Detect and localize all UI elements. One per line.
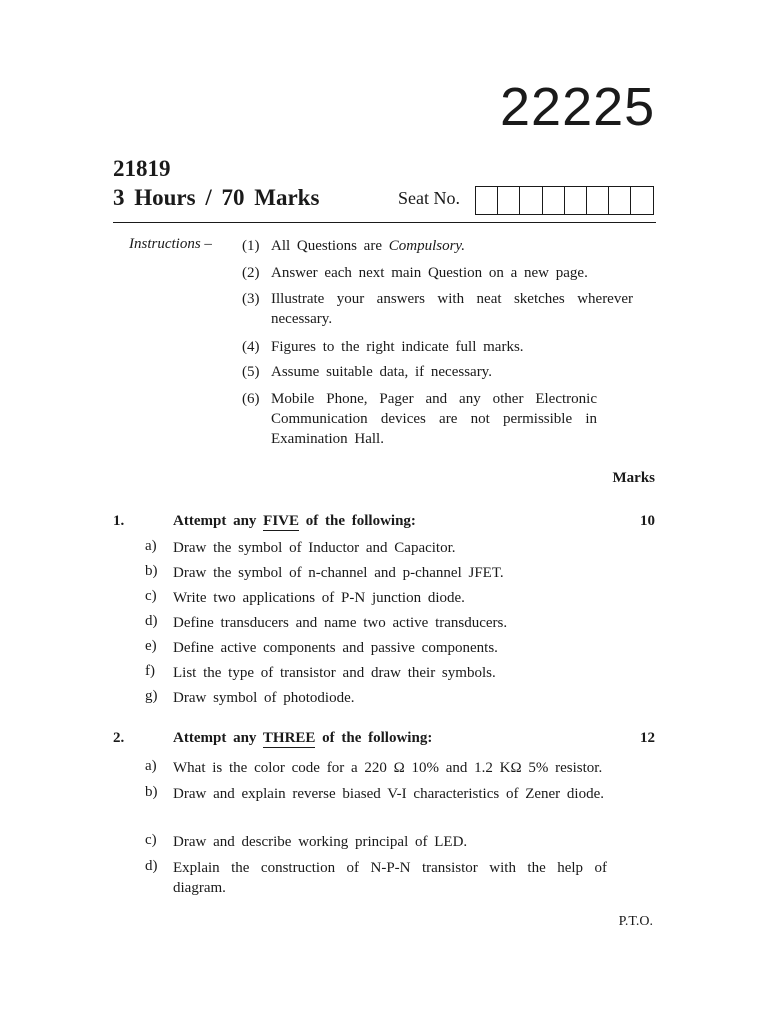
sub-question-label: a) [145, 758, 157, 774]
instruction-text: Illustrate your answers with neat sketches wherever necessary. [271, 291, 633, 327]
header-divider [113, 222, 656, 223]
instruction-text: All Questions are Compulsory. [271, 238, 465, 254]
sub-question-label: b) [145, 784, 158, 800]
question-heading: Attempt any THREE of the following: [173, 730, 433, 746]
sub-question-label: d) [145, 613, 158, 629]
sub-question-label: d) [145, 858, 158, 874]
paper-code-large: 22225 [500, 77, 656, 137]
instruction-number: (5) [242, 364, 260, 380]
seat-number-box [587, 187, 609, 214]
sub-question-label: a) [145, 538, 157, 554]
sub-question-text: Draw symbol of photodiode. [173, 690, 355, 706]
seat-number-box [609, 187, 631, 214]
sub-question-text: What is the color code for a 220 Ω 10% and 1.2 KΩ 5% resistor. [173, 760, 603, 776]
question-keyword: FIVE [263, 513, 299, 529]
question-number: 2. [113, 730, 125, 746]
instruction-text: Assume suitable data, if necessary. [271, 364, 492, 380]
instruction-number: (1) [242, 238, 260, 254]
marks-column-heading: Marks [612, 470, 655, 486]
sub-question-text: Draw and explain reverse biased V-I characteristics of Zener diode. [173, 786, 604, 802]
instruction-text: Answer each next main Question on a new page. [271, 265, 588, 281]
question-marks: 10 [640, 513, 655, 529]
instructions-title: Instructions – [129, 236, 212, 252]
instruction-number: (3) [242, 291, 260, 307]
seat-number-box [498, 187, 520, 214]
sub-question-text: List the type of transistor and draw their symbols. [173, 665, 496, 681]
seat-number-box [565, 187, 587, 214]
instruction-number: (6) [242, 391, 260, 407]
sub-question-text: Write two applications of P-N junction diode. [173, 590, 465, 606]
paper-code: 21819 [113, 156, 171, 181]
seat-number-boxes [475, 186, 654, 215]
sub-question-text: Draw the symbol of Inductor and Capacitor. [173, 540, 456, 556]
instruction-number: (2) [242, 265, 260, 281]
instruction-text: Figures to the right indicate full marks. [271, 339, 524, 355]
seat-number-box [520, 187, 542, 214]
question-keyword: THREE [262, 730, 316, 746]
page-turn-over: P.T.O. [618, 914, 653, 929]
question-number: 1. [113, 513, 125, 529]
question-marks: 12 [640, 730, 655, 746]
sub-question-text: Explain the construction of N-P-N transistor with the help of diagram. [173, 860, 607, 896]
sub-question-text: Draw and describe working principal of LED. [173, 834, 468, 850]
sub-question-label: f) [145, 663, 155, 679]
sub-question-label: e) [145, 638, 157, 654]
sub-question-label: b) [145, 563, 158, 579]
instruction-text: Mobile Phone, Pager and any other Electronic Communication devices are not permissible in Examination Hall. [271, 391, 597, 447]
sub-question-label: c) [145, 588, 157, 604]
sub-question-text: Define transducers and name two active transducers. [173, 615, 508, 631]
sub-question-label: c) [145, 832, 157, 848]
question-heading: Attempt any FIVE of the following: [173, 513, 416, 529]
seat-number-label: Seat No. [398, 188, 460, 208]
instruction-number: (4) [242, 339, 260, 355]
seat-number-box [476, 187, 498, 214]
seat-number-box [631, 187, 652, 214]
sub-question-text: Draw the symbol of n-channel and p-channel JFET. [173, 565, 504, 581]
seat-number-box [543, 187, 565, 214]
sub-question-label: g) [145, 688, 158, 704]
duration-marks: 3 Hours / 70 Marks [113, 185, 320, 210]
sub-question-text: Define active components and passive components. [173, 640, 498, 656]
